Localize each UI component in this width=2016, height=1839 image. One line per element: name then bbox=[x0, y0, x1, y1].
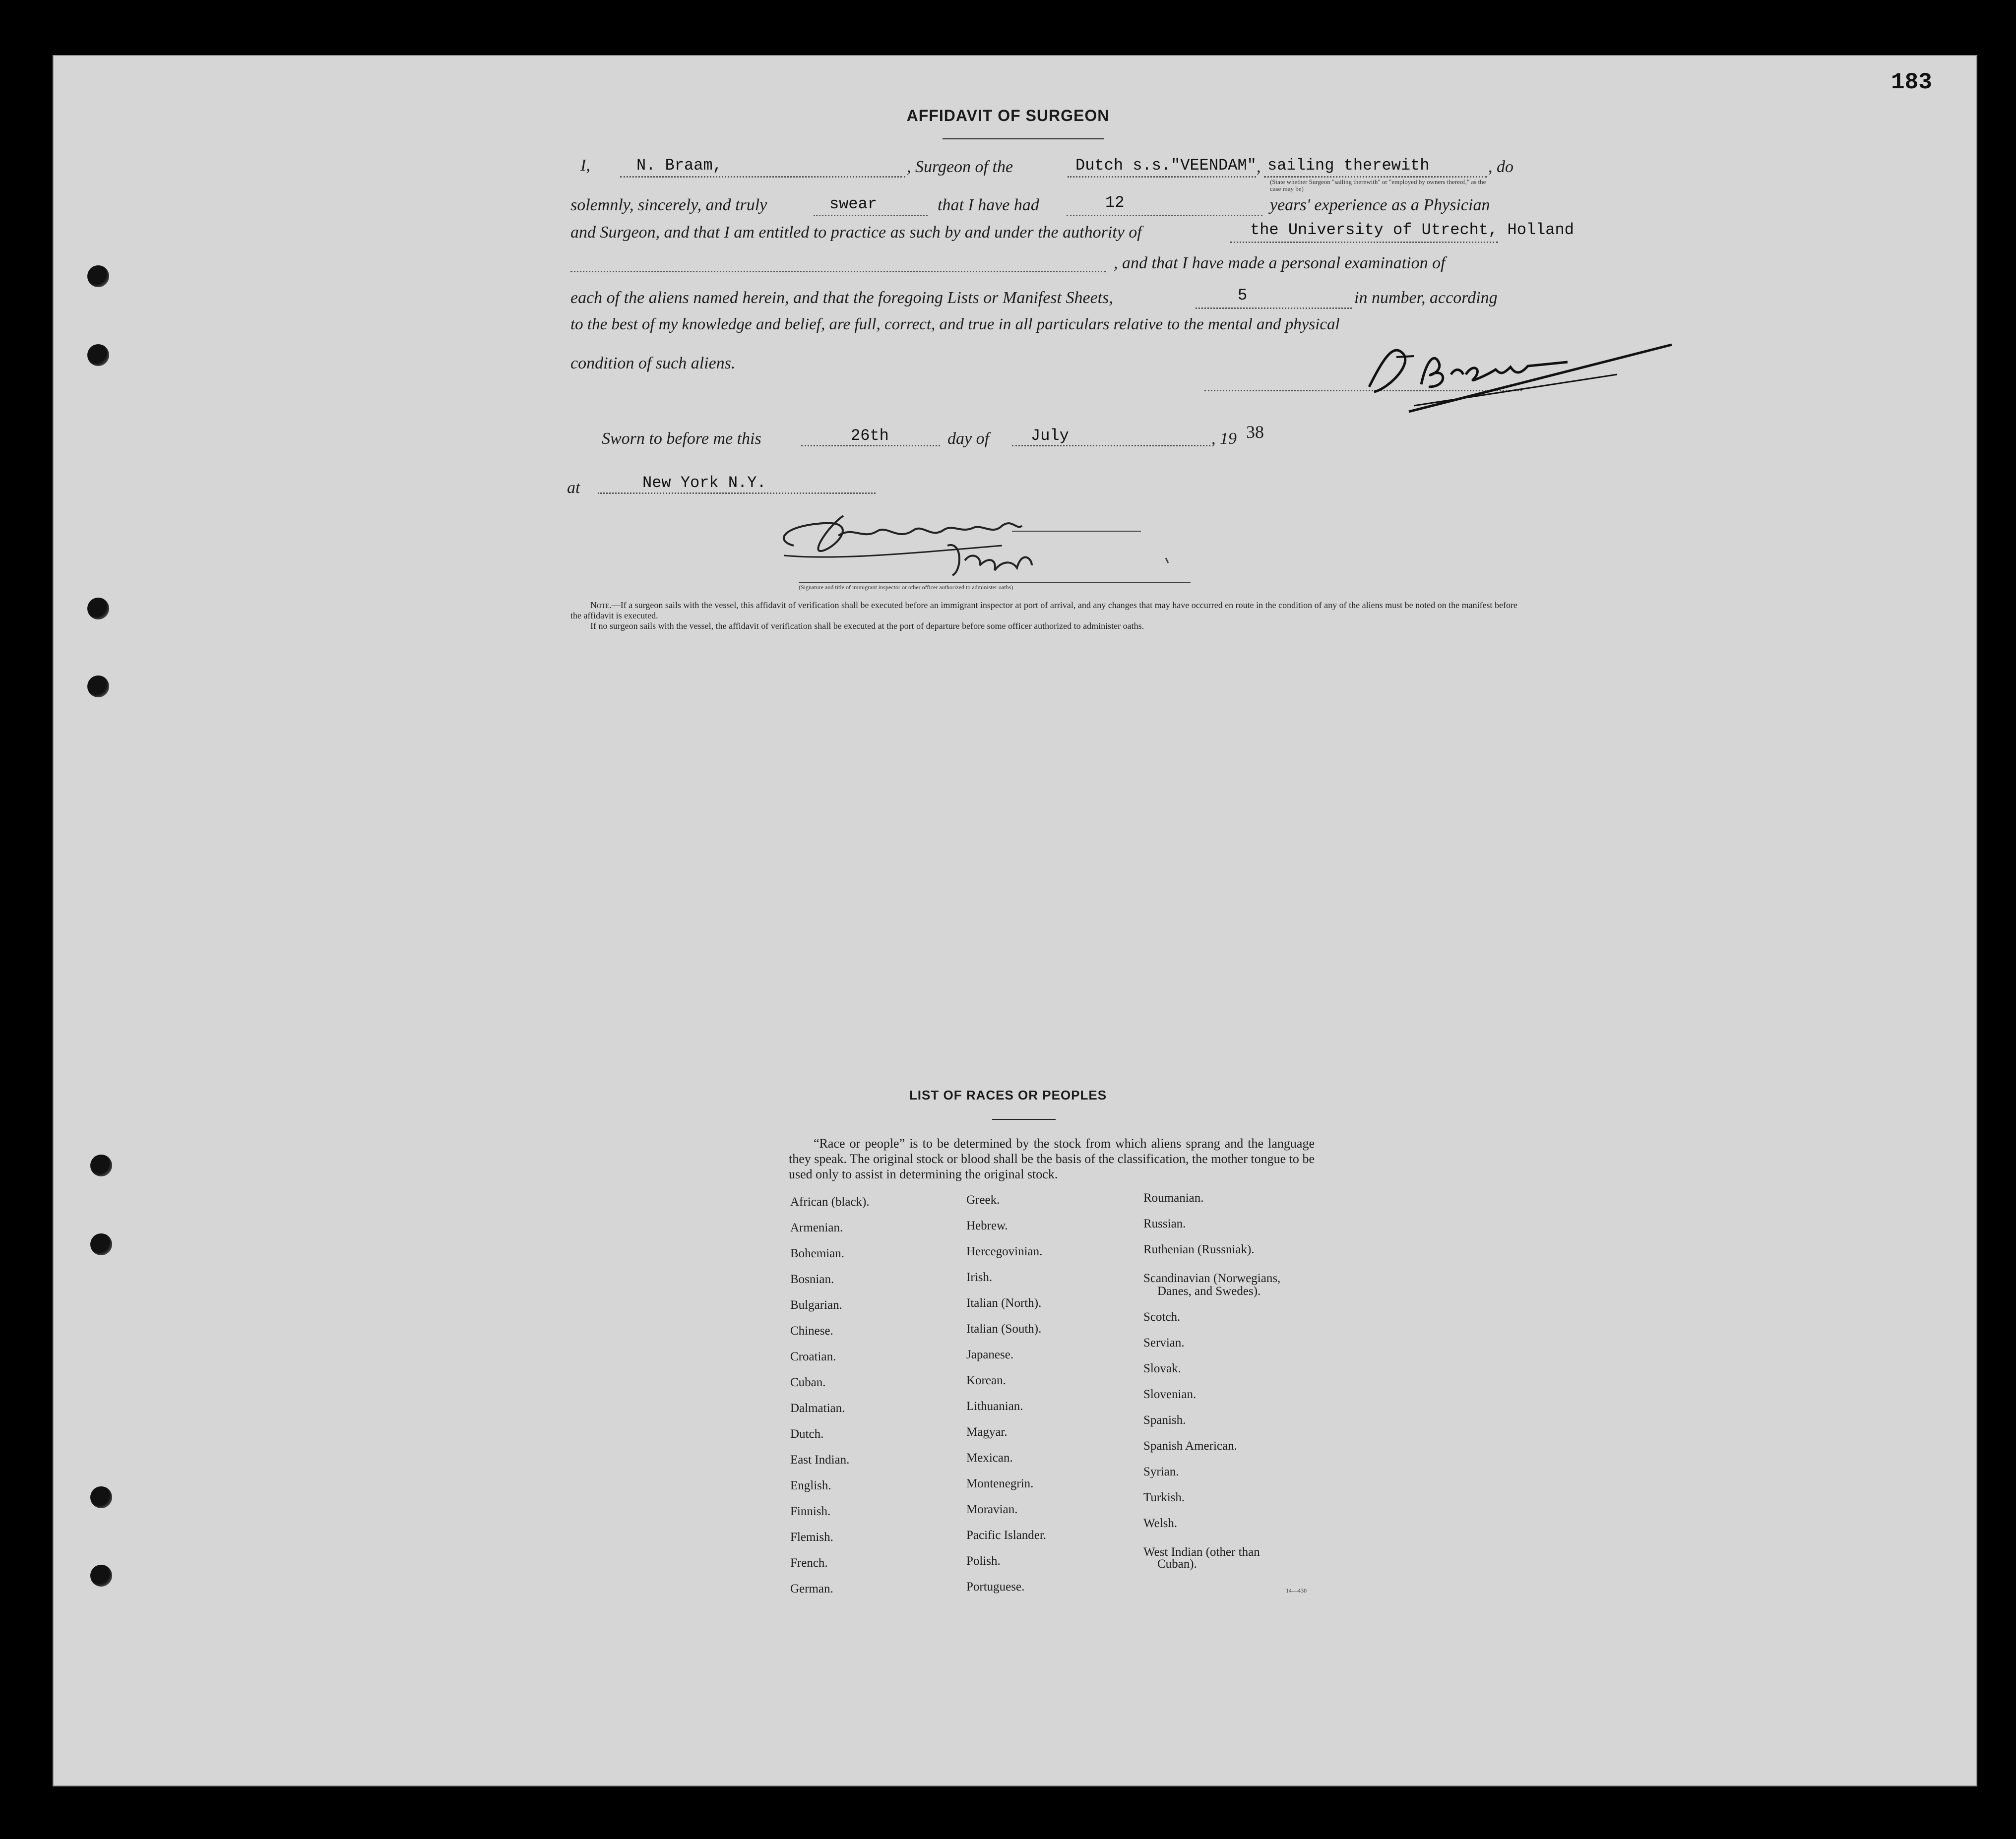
binder-hole bbox=[87, 344, 109, 366]
race-item: Syrian. bbox=[1143, 1465, 1179, 1478]
race-item: Portuguese. bbox=[966, 1580, 1025, 1594]
race-item: Scandinavian (Norwegians, bbox=[1143, 1272, 1281, 1285]
race-item: Danes, and Swedes). bbox=[1157, 1285, 1261, 1298]
races-title-underline bbox=[992, 1119, 1056, 1120]
affidavit-title: AFFIDAVIT OF SURGEON bbox=[906, 107, 1110, 124]
race-item: Dalmatian. bbox=[790, 1402, 845, 1415]
binder-hole bbox=[87, 265, 109, 287]
comma: , bbox=[1257, 158, 1261, 176]
binder-hole bbox=[90, 1233, 112, 1255]
race-item: Japanese. bbox=[966, 1348, 1014, 1361]
page-number: 183 bbox=[1891, 69, 1932, 95]
race-item: French. bbox=[790, 1556, 828, 1570]
races-intro-text: “Race or people” is to be determined by the stock from which aliens sprang and the language they speak. The original stock or blood shall be the basis of the classification, the mother tongue to be used only to assist in determining the original stock. bbox=[789, 1136, 1315, 1181]
at-label: at bbox=[567, 479, 580, 497]
race-item: Dutch. bbox=[790, 1427, 824, 1441]
race-item: English. bbox=[790, 1479, 831, 1492]
note-text-2: If no surgeon sails with the vessel, the affidavit of verification shall be executed at the port of departure before some officer authorized to administer oaths. bbox=[590, 621, 1144, 631]
fill-line bbox=[1196, 307, 1352, 309]
binder-hole bbox=[90, 1486, 112, 1508]
sworn-place: New York N.Y. bbox=[642, 474, 766, 492]
note-text-1: —If a surgeon sails with the vessel, this affidavit of verification shall be executed before an immigrant inspector at port of arrival, and any changes that may have occurred en route in the condition of any of the aliens must be noted on the manifest before the affidavit is executed. bbox=[570, 600, 1518, 620]
surgeon-signature bbox=[1339, 327, 1687, 417]
fill-line bbox=[1068, 176, 1256, 178]
race-item: Polish. bbox=[966, 1554, 1001, 1568]
manifest-page bbox=[53, 55, 1977, 1786]
race-item: Moravian. bbox=[966, 1503, 1018, 1516]
sailing-status: sailing therewith bbox=[1267, 156, 1430, 175]
race-item: Lithuanian. bbox=[966, 1400, 1023, 1413]
race-item: Bulgarian. bbox=[790, 1298, 842, 1312]
race-item: Croatian. bbox=[790, 1350, 836, 1363]
sworn-label: Sworn to before me this bbox=[602, 429, 761, 448]
race-item: Cuban. bbox=[790, 1376, 826, 1389]
binder-hole bbox=[90, 1565, 112, 1587]
particulars-text: to the best of my knowledge and belief, are full, correct, and true in all particulars relative to the mental and physical bbox=[570, 315, 1340, 333]
race-item: African (black). bbox=[790, 1195, 870, 1209]
year-prefix: , 19 bbox=[1211, 429, 1237, 448]
races-intro bbox=[789, 1136, 1315, 1182]
race-item: Ruthenian (Russniak). bbox=[1143, 1243, 1255, 1256]
surgeon-of-label: , Surgeon of the bbox=[907, 158, 1013, 176]
form-number: 14—430 bbox=[1286, 1587, 1307, 1594]
years-had-label: that I have had bbox=[938, 196, 1039, 214]
fill-line bbox=[801, 445, 940, 446]
race-item: Welsh. bbox=[1143, 1517, 1178, 1530]
in-number-label: in number, according bbox=[1354, 289, 1498, 307]
race-item: Finnish. bbox=[790, 1505, 831, 1518]
binder-hole bbox=[87, 675, 109, 697]
title-underline bbox=[943, 138, 1104, 139]
race-item: Spanish American. bbox=[1143, 1439, 1237, 1453]
fill-line bbox=[814, 215, 928, 216]
solemnly-label: solemnly, sincerely, and truly bbox=[570, 196, 767, 214]
race-item: Magyar. bbox=[966, 1425, 1008, 1439]
race-item: Greek. bbox=[966, 1193, 1000, 1207]
race-item: Cuban). bbox=[1157, 1557, 1197, 1571]
do-label: , do bbox=[1488, 158, 1513, 176]
race-item: West Indian (other than bbox=[1143, 1545, 1260, 1559]
binder-hole bbox=[90, 1155, 112, 1176]
race-item: Korean. bbox=[966, 1374, 1006, 1387]
race-item: Chinese. bbox=[790, 1324, 833, 1338]
fill-line bbox=[1067, 215, 1262, 216]
races-title: LIST OF RACES OR PEOPLES bbox=[909, 1088, 1107, 1103]
race-item: Spanish. bbox=[1143, 1413, 1186, 1427]
condition-text: condition of such aliens. bbox=[570, 354, 736, 372]
licensing-authority: the University of Utrecht, Holland bbox=[1250, 221, 1574, 239]
race-item: East Indian. bbox=[790, 1453, 850, 1467]
authority-label: and Surgeon, and that I am entitled to practice as such by and under the authority of bbox=[570, 223, 1142, 242]
race-item: Slovenian. bbox=[1143, 1388, 1197, 1401]
race-item: Flemish. bbox=[790, 1531, 833, 1544]
race-item: Servian. bbox=[1143, 1336, 1185, 1349]
race-item: Hebrew. bbox=[966, 1219, 1008, 1232]
affidavit-note bbox=[570, 600, 1523, 631]
race-item: Montenegrin. bbox=[966, 1477, 1034, 1490]
race-item: Italian (North). bbox=[966, 1296, 1042, 1310]
race-item: Bohemian. bbox=[790, 1247, 845, 1260]
years-experience: 12 bbox=[1105, 193, 1125, 212]
race-item: Irish. bbox=[966, 1271, 993, 1284]
oath-type: swear bbox=[829, 195, 878, 213]
sworn-month: July bbox=[1031, 427, 1069, 445]
race-item: Mexican. bbox=[966, 1451, 1013, 1465]
ship-name: Dutch s.s."VEENDAM" bbox=[1075, 156, 1257, 175]
race-item: Roumanian. bbox=[1143, 1191, 1204, 1205]
sheet-count: 5 bbox=[1238, 286, 1248, 305]
day-of-label: day of bbox=[947, 429, 990, 448]
race-item: Russian. bbox=[1143, 1217, 1186, 1230]
fill-line bbox=[598, 492, 876, 494]
race-item: Bosnian. bbox=[790, 1273, 834, 1286]
binder-hole bbox=[87, 598, 109, 619]
note-label: Note. bbox=[590, 600, 612, 610]
race-item: Italian (South). bbox=[966, 1322, 1042, 1336]
manifest-sheets-label: each of the aliens named herein, and that the foregoing Lists or Manifest Sheets, bbox=[570, 289, 1113, 307]
fill-line bbox=[1264, 176, 1487, 178]
fill-line bbox=[1230, 242, 1498, 243]
fill-line bbox=[570, 271, 1106, 272]
inspector-signature bbox=[764, 496, 1171, 595]
race-item: Armenian. bbox=[790, 1221, 843, 1234]
race-item: Turkish. bbox=[1143, 1491, 1185, 1504]
sworn-year: 38 bbox=[1246, 422, 1264, 442]
race-item: Pacific Islander. bbox=[966, 1529, 1047, 1542]
examination-label: , and that I have made a personal examination of bbox=[1114, 254, 1446, 272]
signature-line bbox=[1012, 531, 1141, 532]
fill-line bbox=[620, 176, 905, 178]
sworn-day: 26th bbox=[851, 427, 889, 445]
inspector-caption: (Signature and title of immigrant inspector or other officer authorized to administer oaths) bbox=[799, 584, 1013, 591]
fill-line bbox=[1012, 445, 1210, 446]
race-item: Scotch. bbox=[1143, 1310, 1181, 1324]
affidavit-i: I, bbox=[580, 156, 590, 175]
race-item: Hercegovinian. bbox=[966, 1245, 1043, 1258]
experience-label: years' experience as a Physician bbox=[1270, 196, 1490, 214]
surgeon-name: N. Braam, bbox=[636, 156, 722, 175]
race-item: German. bbox=[790, 1582, 833, 1595]
sailing-hint: (State whether Surgeon "sailing therewith" or "employed by owners thereof," as the case may be) bbox=[1270, 178, 1486, 192]
race-item: Slovak. bbox=[1143, 1362, 1181, 1375]
inspector-signature-line bbox=[799, 582, 1191, 583]
